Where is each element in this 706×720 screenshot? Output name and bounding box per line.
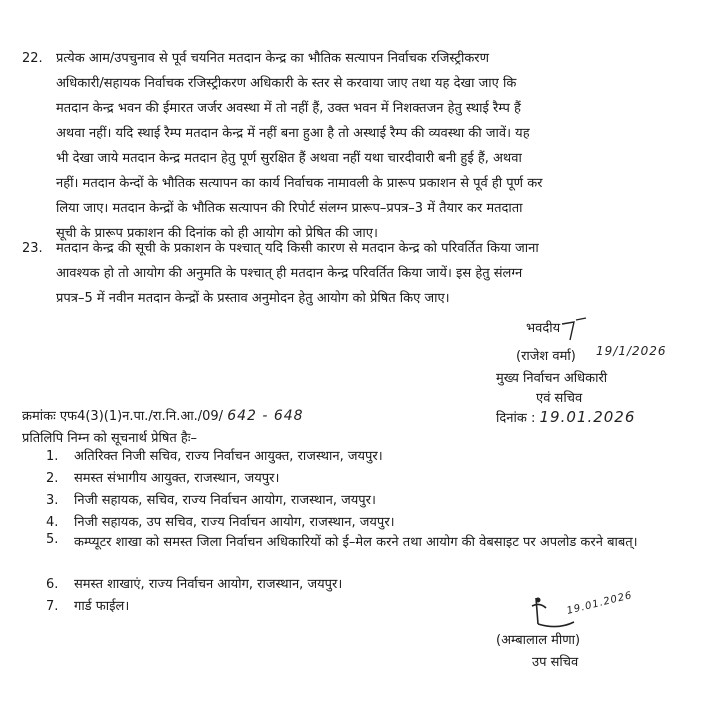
list-item-number: 5. xyxy=(46,532,59,547)
list-item xyxy=(46,532,670,553)
para22-line xyxy=(22,71,694,96)
list-item-text: निजी सहायक, सचिव, राज्य निर्वाचन आयोग, राजस्थान, जयपुर। xyxy=(74,493,376,508)
list-item-number: 6. xyxy=(46,577,59,592)
reference-label: क्रमांकः एफ4(3)(1)न.पा./रा.नि.आ./09/ xyxy=(22,409,224,424)
para22-line-5: भी देखा जाये मतदान केन्द्र मतदान हेतु पूर्ण सुरक्षित हैं अथवा नहीं यथा चारदीवारी बनी हुई हैं, अथवा xyxy=(56,151,522,166)
paragraph-22 xyxy=(22,46,694,246)
date-label: दिनांक : xyxy=(496,411,536,426)
list-item-text: कम्प्यूटर शाखा को समस्त जिला निर्वाचन अधिकारियों को ई–मेल करने तथा आयोग की वेबसाइट पर अपलोड करने बाबत्। xyxy=(74,535,638,550)
list-item-text: निजी सहायक, उप सचिव, राज्य निर्वाचन आयोग, राजस्थान, जयपुर। xyxy=(74,515,395,530)
para23-line-3: प्रपत्र–5 में नवीन मतदान केन्द्रों के प्रस्ताव अनुमोदन हेतु आयोग को प्रेषित किए जाए। xyxy=(56,291,450,306)
para22-number: 22. xyxy=(22,51,43,66)
para23-line xyxy=(22,236,694,261)
copy-to-heading: प्रतिलिपि निम्न को सूचनार्थ प्रेषित हैः– xyxy=(22,431,197,446)
list-item xyxy=(46,596,129,614)
signatory-designation-2: एवं सचिव xyxy=(536,391,583,406)
signatory-name-2: (अम्बालाल मीणा) xyxy=(496,633,581,648)
para22-line-2: अधिकारी/सहायक निर्वाचक रजिस्ट्रीकरण अधिकारी के स्तर से करवाया जाए तथा यह देखा जाए कि xyxy=(56,76,517,91)
signature-scribble-icon xyxy=(560,316,590,346)
para22-line-8: सूची के प्रारूप प्रकाशन की दिनांक को ही आयोग को प्रेषित की जाए। xyxy=(56,226,378,241)
closing-text: भवदीय xyxy=(526,321,561,336)
list-item xyxy=(46,490,376,508)
para23-line-2: आवश्यक हो तो आयोग की अनुमति के पश्चात् ही मतदान केन्द्र परिवर्तित किया जायें। इस हेतु संलग्न xyxy=(56,266,523,281)
para22-line xyxy=(22,146,694,171)
list-item-number: 7. xyxy=(46,599,59,614)
para23-line xyxy=(22,286,694,311)
para22-line xyxy=(22,121,694,146)
reference-date xyxy=(496,408,635,426)
paragraph-23 xyxy=(22,236,694,311)
list-item-text: गार्ड फाईल। xyxy=(74,599,130,614)
list-item-number: 3. xyxy=(46,493,59,508)
para23-line-1: मतदान केन्द्र की सूची के प्रकाशन के पश्चात् यदि किसी कारण से मतदान केन्द्र को परिवर्तित किया जाना xyxy=(56,241,539,256)
signatory-designation: मुख्य निर्वाचन अधिकारी xyxy=(496,371,608,386)
handwritten-date-2: 19.01.2026 xyxy=(565,590,634,617)
para22-line-4: अथवा नहीं। यदि स्थाई रैम्प मतदान केन्द्र में नहीं बना हुआ है तो अस्थाई रैम्प की व्यवस्था की जावें। यह xyxy=(56,126,530,141)
handwritten-date: 19.01.2026 xyxy=(539,408,636,426)
reference-number xyxy=(22,406,304,424)
list-item-number: 1. xyxy=(46,449,59,464)
para22-line-7: लिया जाए। मतदान केन्द्रों के भौतिक सत्यापन की रिपोर्ट संलग्न प्रारूप–प्रपत्र–3 में तैयार कर मतदाता xyxy=(56,201,523,216)
para22-line-3: मतदान केन्द्र भवन की ईमारत जर्जर अवस्था में तो नहीं हैं, उक्त भवन में निशक्तजन हेतु स्थाई रैम्प हैं xyxy=(56,101,521,116)
para22-line xyxy=(22,171,694,196)
list-item-text: समस्त संभागीय आयुक्त, राजस्थान, जयपुर। xyxy=(74,471,280,486)
list-item-number: 2. xyxy=(46,471,59,486)
signatory-name: (राजेश वर्मा) xyxy=(516,349,576,364)
reference-handwritten-range: 642 - 648 xyxy=(227,408,304,424)
para22-line xyxy=(22,46,694,71)
para22-line-6: नहीं। मतदान केन्दों के भौतिक सत्यापन का कार्य निर्वाचक नामावली के प्रारूप प्रकाशन से पूर्व ही पूर्ण कर xyxy=(56,176,543,191)
handwritten-initial-date: 19/1/2026 xyxy=(596,344,667,358)
para23-line xyxy=(22,261,694,286)
list-item-text: समस्त शाखाएं, राज्य निर्वाचन आयोग, राजस्थान, जयपुर। xyxy=(74,577,343,592)
list-item xyxy=(46,446,383,464)
signatory-designation-3: उप सचिव xyxy=(532,655,579,670)
para22-line-1: प्रत्येक आम/उपचुनाव से पूर्व चयनित मतदान केन्द्र का भौतिक सत्यापन निर्वाचक रजिस्ट्रीकरण xyxy=(56,51,490,66)
para23-number: 23. xyxy=(22,241,43,256)
list-item xyxy=(46,468,279,486)
list-item xyxy=(46,512,395,530)
list-item-text: अतिरिक्त निजी सचिव, राज्य निर्वाचन आयुक्त, राजस्थान, जयपुर। xyxy=(74,449,383,464)
para22-line xyxy=(22,96,694,121)
list-item-number: 4. xyxy=(46,515,59,530)
list-item xyxy=(46,574,342,592)
para22-line xyxy=(22,196,694,221)
